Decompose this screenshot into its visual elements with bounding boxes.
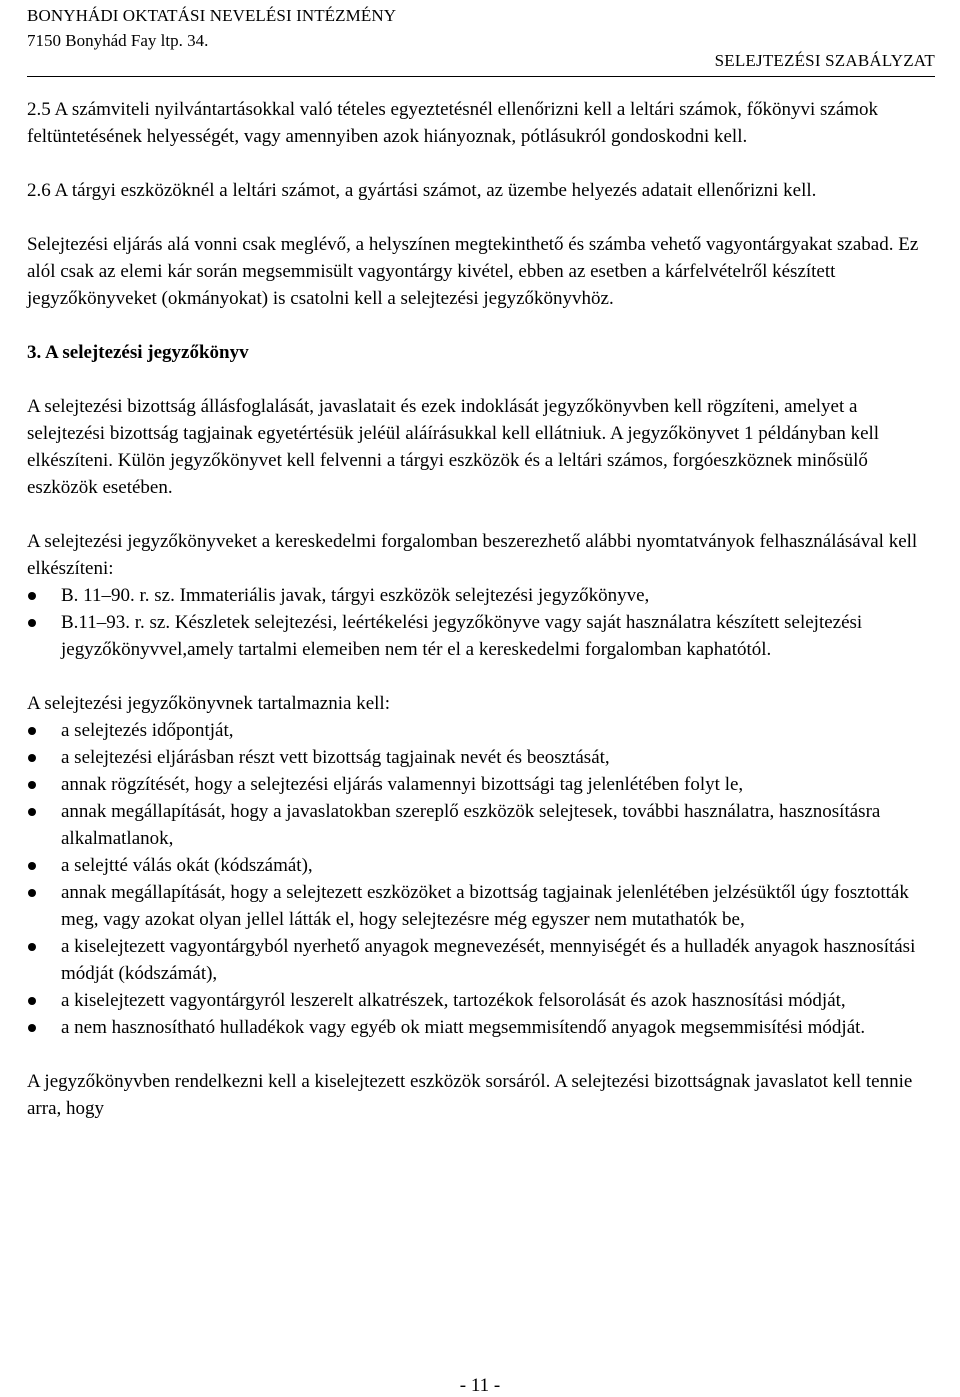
paragraph-selejtezesi-eljaras: Selejtezési eljárás alá vonni csak meglévő, a helyszínen megtekinthető és számba vehető vagyontárgyakat szabad. Ez alól csak az elemi kár során megsemmisült vagyontárgy kivétel, ebben az esetben a kárfelvételről készített jegyzőkönyveket (okmányokat) is csatolni kell a selejtezési jegyzőkönyvhöz.	[27, 234, 919, 309]
paragraph-nyomtatvanyok-intro: A selejtezési jegyzőkönyveket a kereskedelmi forgalomban beszerezhető alábbi nyomtatványok felhasználásával kell elkészíteni:	[27, 531, 918, 579]
paragraph-jegyzokonyv-rendelkezni: A jegyzőkönyvben rendelkezni kell a kiselejtezett eszközök sorsáról. A selejtezési bizottságnak javaslatot kell tennie arra, hogy	[27, 1071, 913, 1119]
organization-address: 7150 Bonyhád Fay ltp. 34.	[27, 31, 209, 50]
paragraph-jegyzokonyv-rogzitese: A selejtezési bizottság állásfoglalását, javaslatait és ezek indoklását jegyzőkönyvben kell rögzíteni, amelyet a selejtezési bizottság tagjainak egyetértésük jeléül aláírásukkal kell ellátniuk. A jegyzőkönyvet 1 példányban kell elkészíteni. Külön jegyzőkönyvet kell felvenni a tárgyi eszközök és a leltári számos, forgóeszköznek minősülő eszközök esetében.	[27, 396, 880, 498]
list-item: annak megállapítását, hogy a selejtezett eszközöket a bizottság tagjainak jelenlétében jelzésüktől úgy fosztották meg, vagy azokat olyan jellel látták el, hogy selejtezésre még egyszer nem mutathatók be,	[27, 879, 935, 933]
list-item: a nem hasznosítható hulladékok vagy egyéb ok miatt megsemmisítendő anyagok megsemmisítési módját.	[27, 1014, 935, 1041]
page-number: - 11 -	[459, 1375, 501, 1396]
list-item: annak megállapítását, hogy a javaslatokban szereplő eszközök selejtesek, további használatra, hasznosításra alkalmatlanok,	[27, 798, 935, 852]
document-body	[27, 96, 935, 1149]
paragraph-2-5: 2.5 A számviteli nyilvántartásokkal való tételes egyeztetésnél ellenőrizni kell a leltári számok, főkönyvi számok feltüntetésének helyességét, vagy amennyiben azok hiányoznak, pótlásukról gondoskodni kell.	[27, 99, 879, 147]
section-3-heading: 3. A selejtezési jegyzőkönyv	[27, 342, 249, 363]
list-item: a selejtezési eljárásban részt vett bizottság tagjainak nevét és beosztását,	[27, 744, 935, 771]
page-header	[27, 4, 935, 77]
list-item: a kiselejtezett vagyontárgyról leszerelt alkatrészek, tartozékok felsorolását és azok hasznosítási módját,	[27, 987, 935, 1014]
paragraph-2-6: 2.6 A tárgyi eszközöknél a leltári számot, a gyártási számot, az üzembe helyezés adatait ellenőrizni kell.	[27, 180, 817, 201]
list-item: a selejtté válás okát (kódszámát),	[27, 852, 935, 879]
list-item: annak rögzítését, hogy a selejtezési eljárás valamennyi bizottsági tag jelenlétében folyt le,	[27, 771, 935, 798]
document-title: SELEJTEZÉSI SZABÁLYZAT	[714, 51, 935, 70]
list-item: B. 11–90. r. sz. Immateriális javak, tárgyi eszközök selejtezési jegyzőkönyve,	[27, 582, 935, 609]
organization-name: BONYHÁDI OKTATÁSI NEVELÉSI INTÉZMÉNY	[27, 6, 397, 25]
contents-list	[27, 717, 935, 1041]
paragraph-tartalmaznia-kell: A selejtezési jegyzőkönyvnek tartalmaznia kell:	[27, 693, 390, 714]
list-item: B.11–93. r. sz. Készletek selejtezési, leértékelési jegyzőkönyve vagy saját használatra készített selejtezési jegyzőkönyvvel,amely tartalmi elemeiben nem tér el a kereskedelmi forgalomban kaphatótól.	[27, 609, 935, 663]
forms-list	[27, 582, 935, 663]
list-item: a selejtezés időpontját,	[27, 717, 935, 744]
list-item: a kiselejtezett vagyontárgyból nyerhető anyagok megnevezését, mennyiségét és a hulladék anyagok hasznosítási módját (kódszámát),	[27, 933, 935, 987]
